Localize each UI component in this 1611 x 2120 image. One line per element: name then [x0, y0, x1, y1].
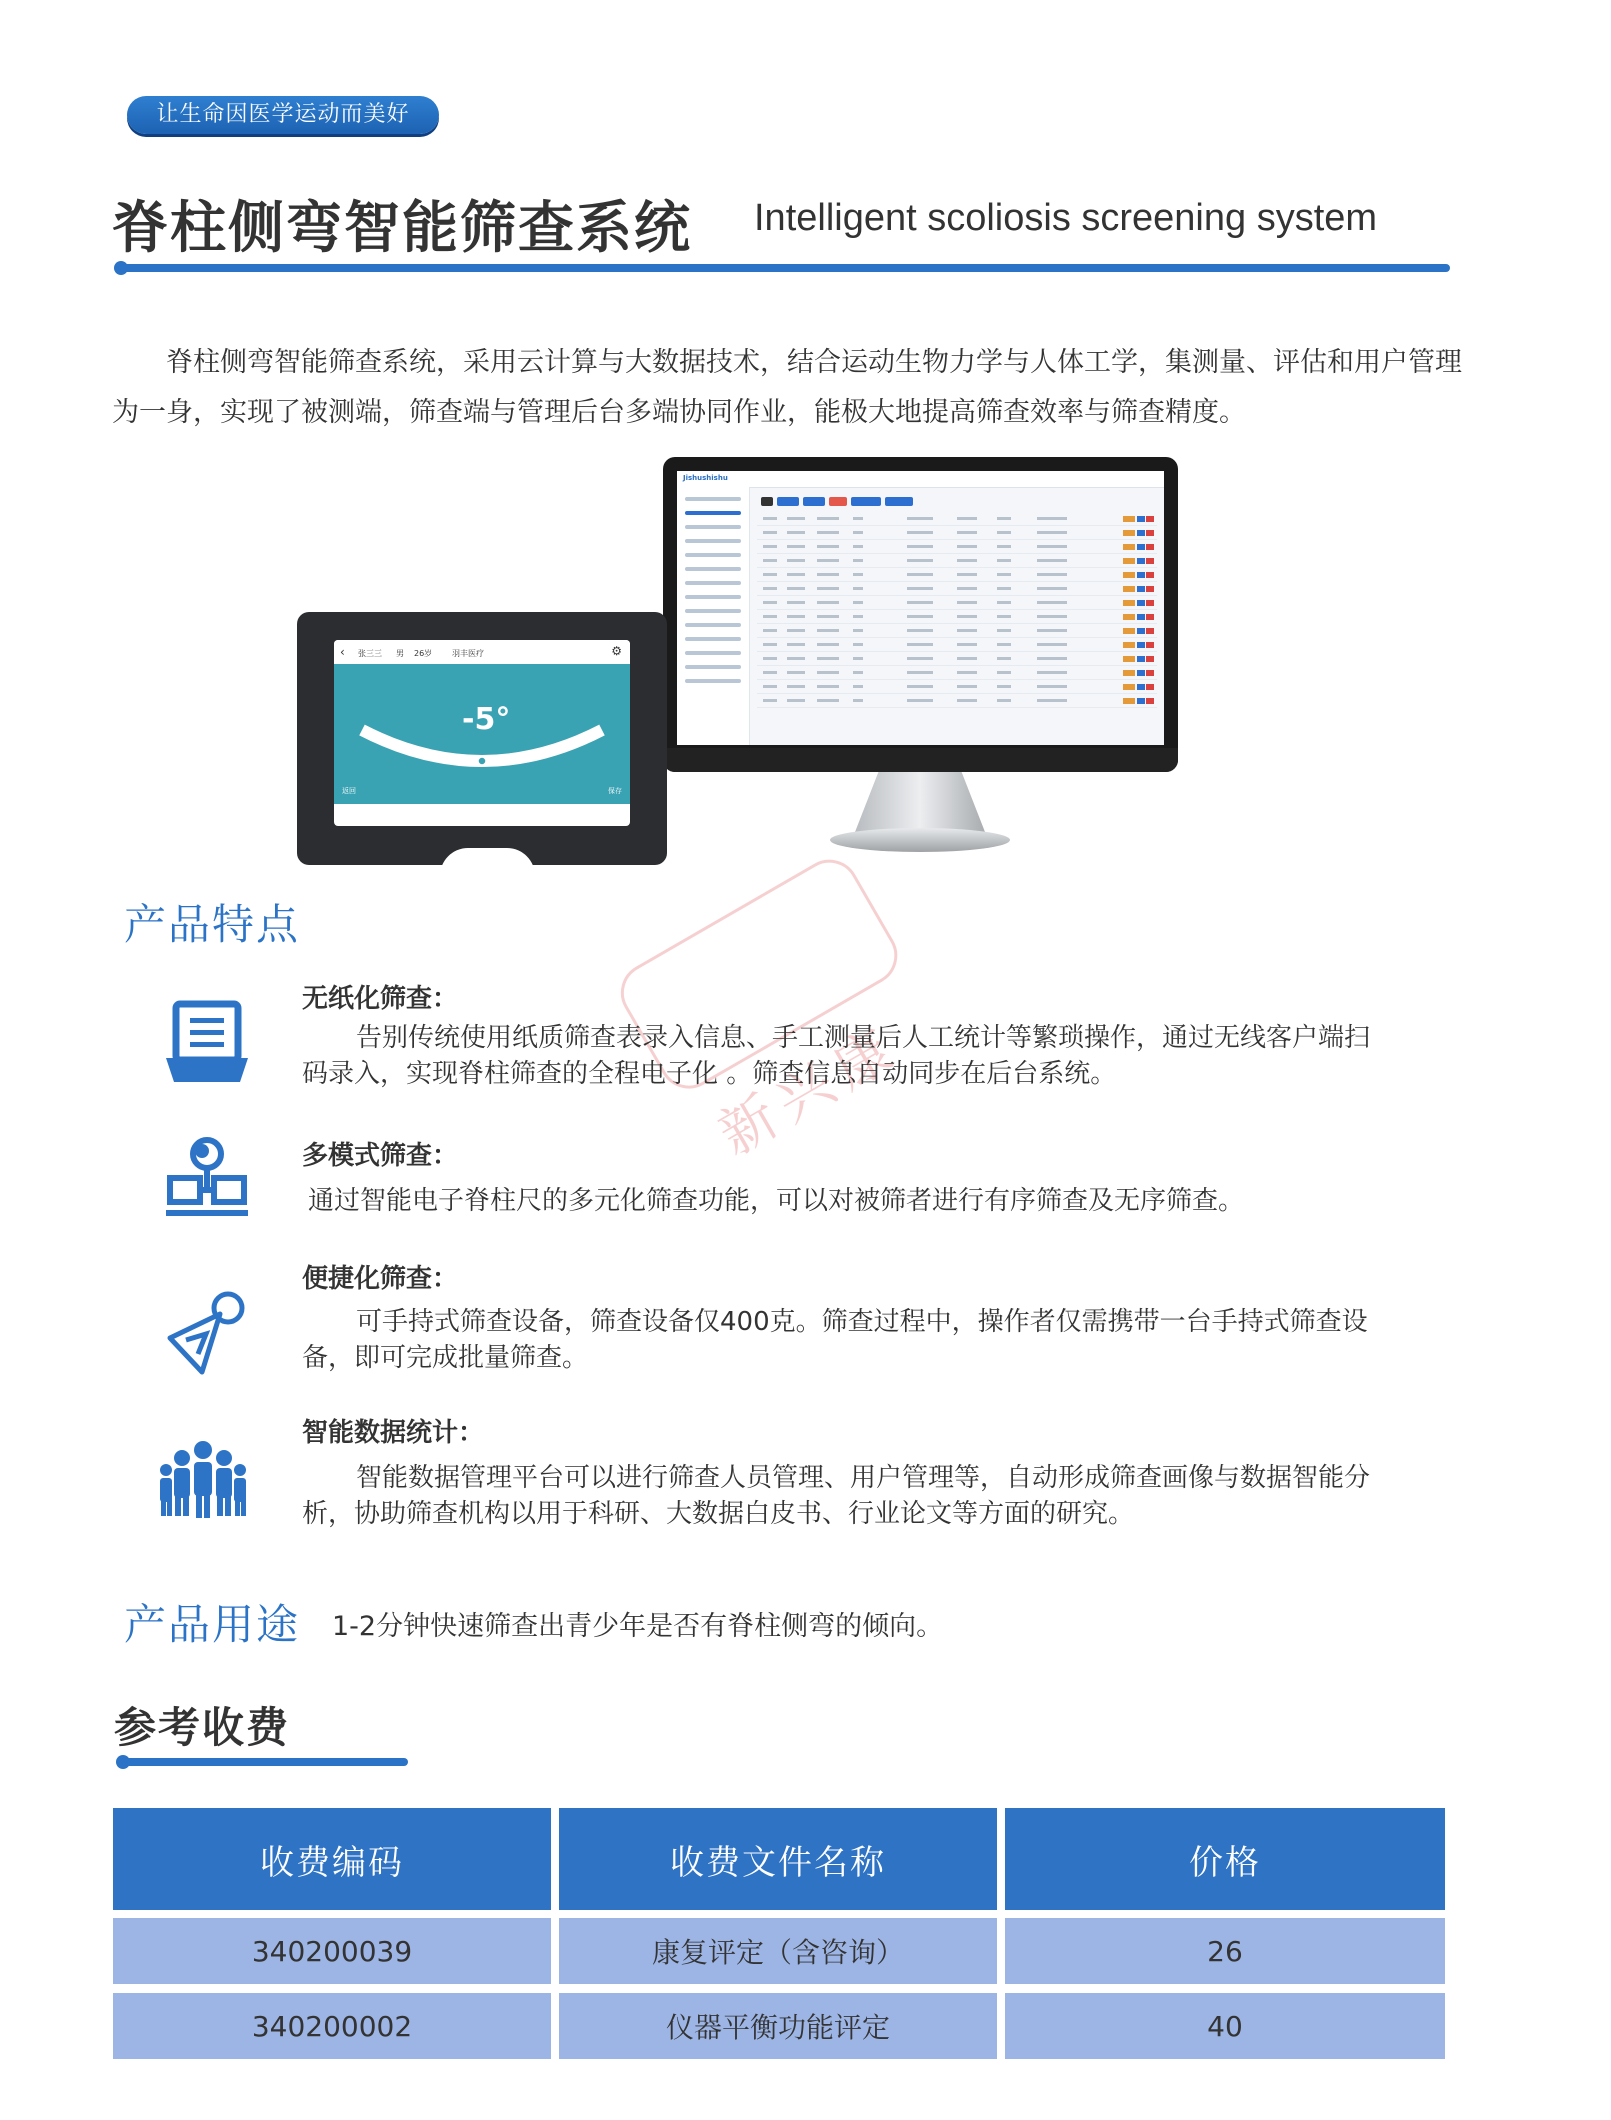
feature-text: 告别传统使用纸质筛查表录入信息、手工测量后人工统计等繁琐操作，通过无线客户端扫码录入，实现脊柱筛查的全程电子化 。筛查信息自动同步在后台系统。 — [302, 1023, 1371, 1089]
admin-table-row — [757, 653, 1157, 666]
patient-age: 26岁 — [414, 649, 433, 658]
admin-btn — [885, 497, 913, 506]
admin-btn — [803, 497, 825, 506]
admin-btn — [777, 497, 799, 506]
fees-title: 参考收费 — [114, 1703, 291, 1752]
angle-scale-arc — [354, 722, 610, 782]
admin-table-row — [757, 681, 1157, 694]
admin-table-row — [757, 695, 1157, 708]
table-header-cell: 收费文件名称 — [559, 1808, 997, 1910]
feature-heading: 无纸化筛查： — [302, 984, 459, 1014]
admin-table-row — [757, 527, 1157, 540]
table-header-cell: 收费编码 — [113, 1808, 551, 1910]
feature-text: 智能数据管理平台可以进行筛查人员管理、用户管理等，自动形成筛查画像与数据智能分析，协助筛查机构以用于科研、大数据白皮书、行业论文等方面的研究。 — [302, 1463, 1371, 1529]
people-group-icon — [158, 1436, 248, 1526]
table-cell-name: 仪器平衡功能评定 — [559, 1993, 997, 2059]
tablet-header — [334, 640, 630, 664]
admin-btn — [829, 497, 847, 506]
admin-table-row — [757, 625, 1157, 638]
admin-table-row — [757, 513, 1157, 526]
admin-btn — [851, 497, 881, 506]
usage-title: 产品用途 — [124, 1600, 301, 1649]
feature-text: 通过智能电子脊柱尺的多元化筛查功能，可以对被筛者进行有序筛查及无序筛查。 — [308, 1186, 1245, 1216]
feature-heading: 多模式筛查： — [302, 1141, 459, 1171]
feature-text: 可手持式筛查设备，筛查设备仅400克。筛查过程中，操作者仅需携带一台手持式筛查设备，即可完成批量筛查。 — [302, 1307, 1368, 1373]
multi-mode-network-icon — [162, 1134, 252, 1224]
admin-sidebar — [677, 487, 750, 745]
admin-table-row — [757, 667, 1157, 680]
admin-btn — [761, 497, 773, 506]
monitor-stand-base — [830, 828, 1010, 852]
tablet-save-button: 保存 — [608, 787, 622, 795]
intro-paragraph — [112, 338, 1462, 438]
table-cell-code: 340200039 — [113, 1918, 551, 1984]
table-header-cell: 价格 — [1005, 1808, 1445, 1910]
tablet-screen — [334, 640, 630, 826]
fees-rule — [124, 1758, 408, 1766]
watermark-stamp: 新兴康 — [610, 852, 960, 1199]
features-title: 产品特点 — [124, 900, 301, 949]
table-cell-price: 40 — [1005, 1993, 1445, 2059]
angle-readout: -5° — [462, 702, 511, 737]
back-chevron-icon: ‹ — [340, 645, 345, 659]
monitor-chin — [663, 748, 1178, 772]
table-cell-price: 26 — [1005, 1918, 1445, 1984]
monitor-stand — [855, 772, 985, 832]
admin-topbar — [677, 471, 1164, 488]
table-header-row — [113, 1808, 1445, 1918]
table-cell-name: 康复评定（含咨询） — [559, 1918, 997, 1984]
intro-text: 脊柱侧弯智能筛查系统，采用云计算与大数据技术，结合运动生物力学与人体工学，集测量、评估和用户管理为一身，实现了被测端，筛查端与管理后台多端协同作业，能极大地提高筛查效率与筛查精度。 — [112, 347, 1462, 428]
gear-icon: ⚙ — [611, 644, 622, 658]
table-row — [113, 1993, 1445, 2068]
admin-table-row — [757, 541, 1157, 554]
patient-org: 羽丰医疗 — [452, 649, 484, 658]
patient-name: 张三三 — [358, 649, 382, 658]
tablet-measure-area — [334, 664, 630, 804]
tablet-handle-cutout — [440, 848, 535, 876]
paperless-document-icon — [162, 998, 252, 1088]
page-title-english: Intelligent scoliosis screening system — [754, 197, 1378, 239]
admin-brand: Jishushishu — [683, 474, 728, 482]
page-title: 脊柱侧弯智能筛查系统 — [112, 196, 692, 261]
tablet-back-button: 返回 — [342, 787, 356, 795]
feature-heading: 智能数据统计： — [302, 1418, 485, 1448]
admin-table-row — [757, 569, 1157, 582]
table-row — [113, 1918, 1445, 1993]
title-rule — [120, 264, 1450, 272]
admin-table-row — [757, 639, 1157, 652]
table-cell-code: 340200002 — [113, 1993, 551, 2059]
usage-text: 1-2分钟快速筛查出青少年是否有脊柱侧弯的倾向。 — [332, 1611, 944, 1642]
portable-scanner-icon — [162, 1288, 252, 1378]
admin-table-row — [757, 583, 1157, 596]
admin-table-row — [757, 555, 1157, 568]
slogan-badge: 让生命因医学运动而美好 — [127, 96, 439, 134]
feature-heading: 便捷化筛查： — [302, 1264, 459, 1294]
monitor-screen — [677, 471, 1164, 745]
admin-table-row — [757, 611, 1157, 624]
patient-gender: 男 — [396, 649, 404, 658]
fees-table — [113, 1808, 1445, 2068]
admin-table-row — [757, 597, 1157, 610]
